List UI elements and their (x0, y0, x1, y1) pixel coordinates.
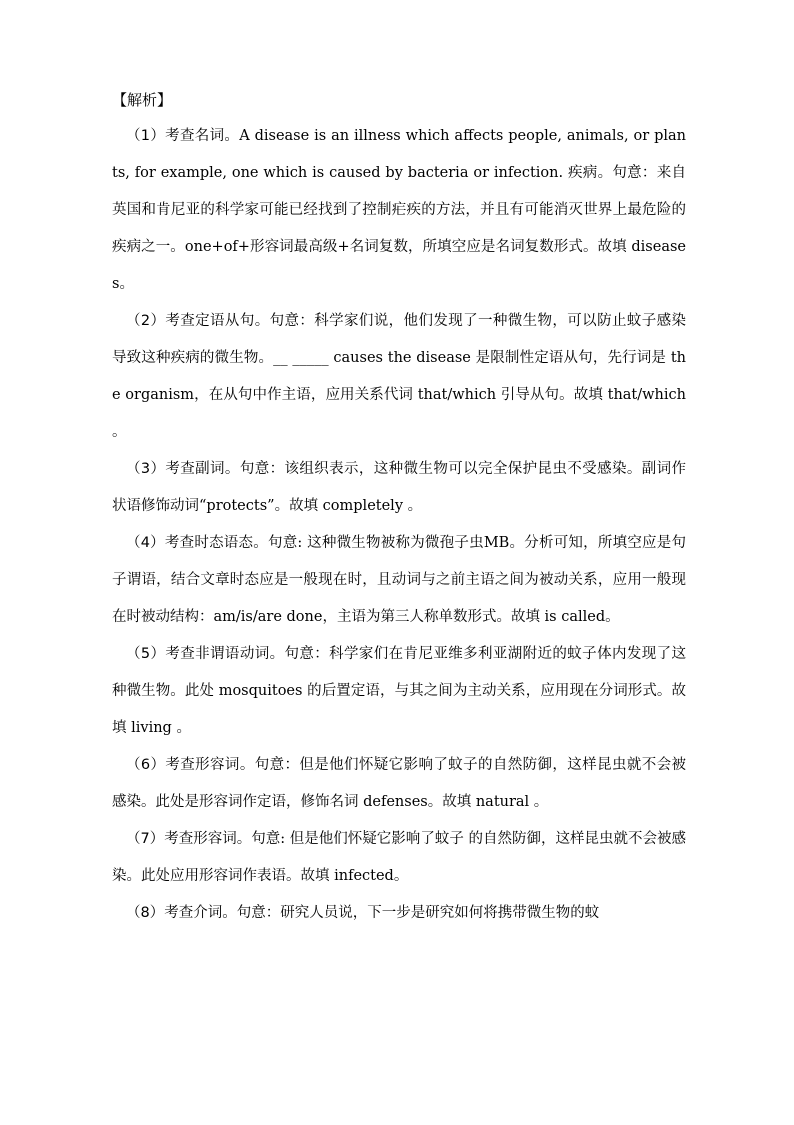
answer-paragraph-7 (112, 821, 686, 895)
paragraph-text: 考查形容词。句意：但是他们怀疑它影响了蚊子的自然防御，这样昆虫就不会被感染。此处是形容词作定语，修饰名词 defenses。故填 natural 。 (112, 757, 686, 810)
paragraph-text: 考查形容词。句意: 但是他们怀疑它影响了蚊子 的自然防御，这样昆虫就不会被感染。此处应用形容词作表语。故填 infected。 (112, 831, 686, 884)
paragraph-text: 考查介词。句意：研究人员说，下一步是研究如何将携带微生物的蚊 (164, 905, 600, 921)
answer-paragraph-3 (112, 451, 686, 525)
item-number: （5） (126, 646, 166, 662)
paragraph-text: 考查名词。A disease is an illness which affects people, animals, or plants, for example, one which is caused by bacteria or infection. 疾病。句意：来自英国和肯尼亚的科学家可能已经找到了控制疟疾的方法，并且有可能消灭世界上最危险的疾病之一。one+of+形容词最高级+名词复数，所填空应是名词复数形式。故填 diseases。 (112, 128, 686, 292)
section-heading: 【解析】 (112, 91, 173, 109)
answer-paragraph-2 (112, 303, 686, 451)
item-number: （7） (126, 831, 165, 847)
item-number: （2） (126, 313, 166, 329)
item-number: （6） (126, 757, 166, 773)
item-number: （8） (126, 905, 165, 921)
answer-paragraph-4 (112, 525, 686, 636)
paragraph-text: 考查副词。句意：该组织表示，这种微生物可以完全保护昆虫不受感染。副词作状语修饰动词“protects”。故填 completely 。 (112, 461, 686, 514)
item-number: （1） (126, 128, 166, 144)
item-number: （3） (126, 461, 166, 477)
paragraph-text: 考查时态语态。句意: 这种微生物被称为微孢子虫MB。分析可知，所填空应是句子谓语，结合文章时态应是一般现在时，且动词与之前主语之间为被动关系，应用一般现在时被动结构：am/is/are done，主语为第三人称单数形式。故填 is called。 (112, 535, 686, 625)
answer-paragraph-6 (112, 747, 686, 821)
answer-paragraph-1 (112, 118, 686, 303)
document-page (112, 90, 686, 932)
paragraph-text: 考查非谓语动词。句意：科学家们在肯尼亚维多利亚湖附近的蚊子体内发现了这种微生物。此处 mosquitoes 的后置定语，与其之间为主动关系，应用现在分词形式。故填 living 。 (112, 646, 686, 736)
item-number: （4） (126, 535, 165, 551)
paragraph-text: 考查定语从句。句意：科学家们说，他们发现了一种微生物，可以防止蚊子感染导致这种疾病的微生物。__ _____ causes the disease 是限制性定语从句，先行词是 the organism，在从句中作主语，应用关系代词 that/which 引导从句。故填 that/which 。 (112, 313, 686, 440)
answer-paragraph-5 (112, 636, 686, 747)
answer-paragraph-8 (112, 895, 686, 932)
